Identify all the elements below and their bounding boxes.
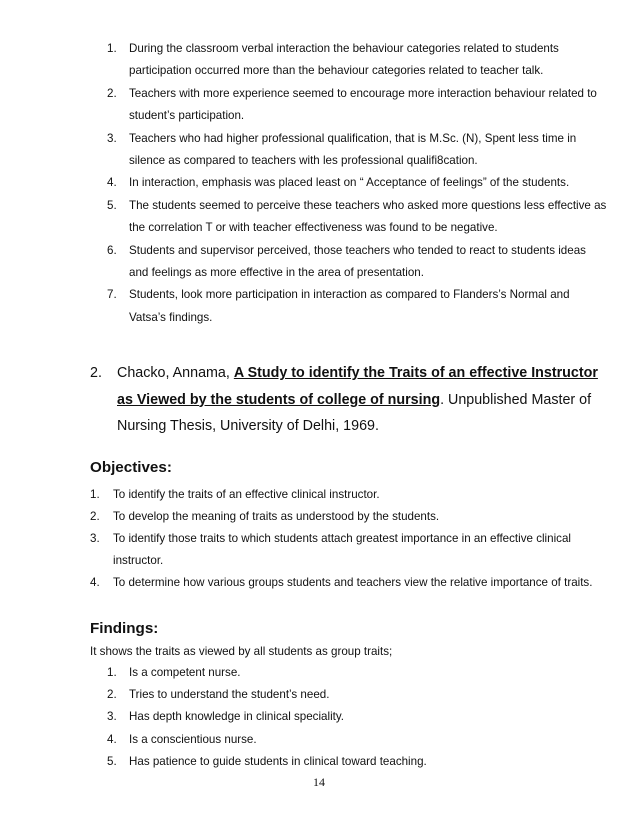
- list-item: [107, 195, 607, 240]
- list-item: [107, 38, 607, 83]
- list-item-text: Is a conscientious nurse.: [129, 732, 257, 746]
- findings-list: [107, 662, 607, 773]
- list-item: [107, 751, 607, 773]
- list-item-text: In interaction, emphasis was placed least on “ Acceptance of feelings” of the students.: [129, 176, 570, 190]
- reference-author: Chacko, Annama,: [117, 365, 234, 381]
- findings-heading: Findings:: [90, 620, 159, 637]
- list-item-text: Has patience to guide students in clinical toward teaching.: [129, 754, 427, 768]
- list-item-number: 3.: [90, 532, 100, 545]
- list-item-number: 4.: [107, 732, 117, 746]
- list-item: [107, 729, 607, 751]
- list-item-number: 1.: [107, 666, 117, 679]
- list-item-number: 5.: [107, 198, 117, 212]
- list-item-number: 1.: [90, 488, 100, 501]
- findings-list-previous-study: [107, 38, 607, 329]
- reference-number: 2.: [90, 365, 102, 381]
- list-item-text: Is a competent nurse.: [129, 666, 241, 679]
- list-item-number: 4.: [90, 576, 100, 589]
- list-item-number: 3.: [107, 710, 117, 724]
- page-number: 14: [313, 775, 325, 789]
- list-item-text: To develop the meaning of traits as understood by the students.: [113, 510, 440, 523]
- list-item-text: Students and supervisor perceived, those teachers who tended to react to students ideas and feelings as more effective in the area of presentation.: [129, 243, 586, 280]
- list-item: [90, 572, 612, 594]
- findings-intro: It shows the traits as viewed by all students as group traits;: [90, 645, 393, 658]
- list-item-number: 7.: [107, 288, 117, 302]
- list-item-number: 6.: [107, 243, 117, 257]
- list-item-number: 3.: [107, 131, 117, 145]
- list-item-number: 2.: [107, 688, 117, 702]
- list-item-text: To identify the traits of an effective clinical instructor.: [113, 488, 380, 501]
- list-item-text: Tries to understand the student’s need.: [129, 688, 330, 702]
- reference-title: A Study to identify the Traits of an effective Instructor as Viewed by the students of college of nursing: [117, 365, 598, 408]
- list-item: [107, 240, 607, 285]
- list-item-text: Students, look more participation in interaction as compared to Flanders’s Normal and Vatsa’s findings.: [129, 288, 570, 324]
- list-item-number: 4.: [107, 176, 117, 190]
- list-item-text: Teachers with more experience seemed to encourage more interaction behaviour related to student’s participation.: [129, 86, 597, 123]
- list-item-number: 5.: [107, 754, 117, 768]
- list-item: [107, 684, 607, 706]
- list-item-number: 1.: [107, 42, 117, 55]
- list-item-text: Has depth knowledge in clinical speciality.: [129, 710, 345, 724]
- list-item-text: During the classroom verbal interaction the behaviour categories related to students participation occurred more than the behaviour categories related to teacher talk.: [129, 42, 559, 78]
- list-item: [107, 128, 607, 173]
- list-item-text: To identify those traits to which students attach greatest importance in an effective clinical instructor.: [113, 532, 571, 567]
- list-item: [90, 528, 612, 572]
- list-item: [107, 706, 607, 728]
- reference-text: [90, 360, 615, 440]
- objectives-heading: Objectives:: [90, 459, 172, 476]
- list-item-text: To determine how various groups students and teachers view the relative importance of traits.: [113, 576, 593, 589]
- list-item-text: The students seemed to perceive these teachers who asked more questions less effective as the correlation T or with teacher effectiveness was found to be negative.: [129, 198, 607, 235]
- list-item-text: Teachers who had higher professional qualification, that is M.Sc. (N), Spent less time in silence as compared to teachers with les professional qualifi8cation.: [129, 131, 577, 168]
- list-item: [90, 484, 612, 506]
- list-item-number: 2.: [107, 86, 117, 100]
- list-item: [107, 172, 607, 194]
- list-item: [107, 284, 607, 329]
- list-item: [90, 506, 612, 528]
- list-item-number: 2.: [90, 510, 100, 523]
- study-reference: [90, 360, 615, 440]
- objectives-list: [90, 484, 612, 594]
- reference-details: . Unpublished Master of Nursing Thesis, University of Delhi, 1969.: [117, 391, 592, 434]
- list-item: [107, 662, 607, 684]
- list-item: [107, 83, 607, 128]
